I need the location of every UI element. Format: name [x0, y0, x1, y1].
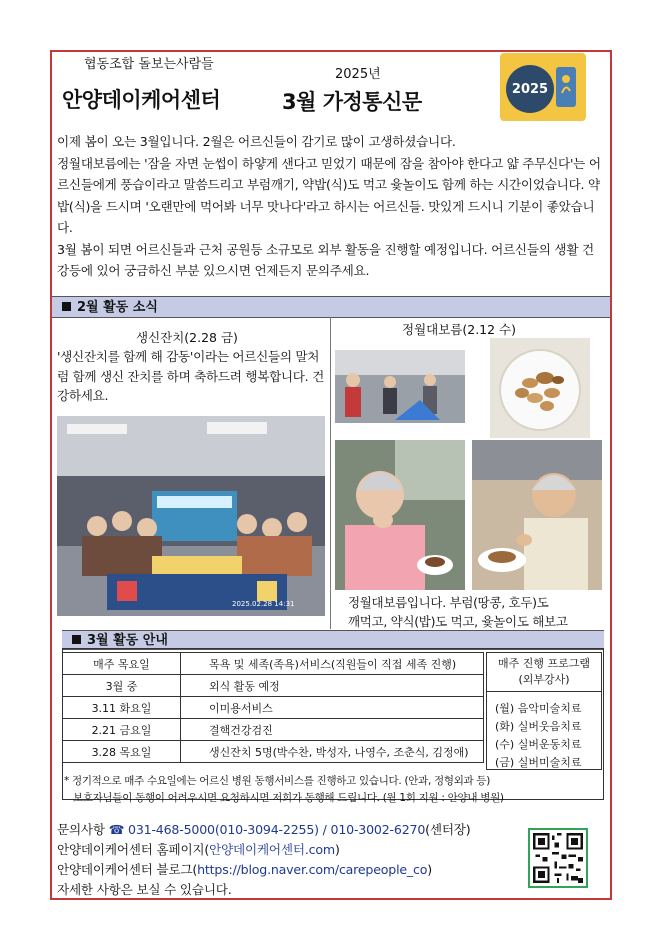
birthday-text: '생신잔치를 함께 해 감동'이라는 어르신들의 말처럼 함께 생신 잔치를 하며 축하드려 행복합니다. 건강하세요. — [57, 349, 324, 403]
blog-suffix: ) — [427, 862, 432, 877]
phone-icon: ☎ — [108, 822, 125, 837]
birthday-party-photo — [57, 416, 325, 616]
note-line-2: 보호자님들이 동행이 어려우시면 요청하시면 저희가 동행해 드립니다. (월 1회 지원 : 안양내 병원) — [73, 792, 504, 804]
closing-text: 자세한 사항은 보실 수 있습니다. — [57, 882, 232, 897]
schedule-date: 매주 목요일 — [63, 653, 181, 675]
march-section-header — [62, 630, 604, 650]
weekly-programs-title-line-2: (외부강사) — [518, 673, 570, 686]
square-bullet-icon — [62, 302, 71, 311]
schedule-date: 3.11 화요일 — [63, 697, 181, 719]
phone-line — [57, 820, 527, 840]
schedule-activity: 외식 활동 예정 — [181, 675, 484, 697]
list-item: (화) 실버웃음치료 — [495, 720, 582, 733]
schedule-date: 3월 중 — [63, 675, 181, 697]
schedule-activity: 이미용서비스 — [181, 697, 484, 719]
table-row — [63, 697, 484, 719]
schedule-activity: 목욕 및 세족(족욕)서비스(직원들이 직접 세족 진행) — [181, 653, 484, 675]
hospital-escort-note — [64, 773, 604, 807]
senior-man-photo — [472, 440, 602, 590]
table-row — [63, 719, 484, 741]
table-row — [63, 741, 484, 763]
qr-code-icon[interactable] — [528, 828, 588, 888]
schedule-activity: 결핵건강검진 — [181, 719, 484, 741]
weekly-programs-list — [487, 692, 601, 772]
phone-numbers[interactable]: 031-468-5000(010-3094-2255) / 010-3002-6270 — [128, 822, 426, 837]
full-moon-caption: 정월대보름(2.12 수) — [402, 322, 517, 337]
list-item: (금) 실버미술치료 — [495, 756, 582, 769]
note-line-1: * 정기적으로 매주 수요일에는 어르신 병원 동행서비스를 진행하고 있습니다. (안과, 정형외과 등) — [64, 775, 491, 787]
homepage-link[interactable]: 안양데이케어센터.com — [209, 842, 335, 857]
inquiry-label: 문의사항 — [57, 822, 105, 837]
list-item: (수) 실버운동치료 — [495, 738, 582, 751]
schedule-date: 3.28 목요일 — [63, 741, 181, 763]
table-row — [63, 653, 484, 675]
birthday-caption: 생신잔치(2.28 금) — [136, 330, 238, 345]
full-moon-activity-photo — [335, 350, 465, 423]
column-divider — [330, 317, 331, 629]
weekly-programs-box — [486, 652, 602, 770]
intro-text — [57, 131, 605, 282]
intro-paragraph-1: 이제 봄이 오는 3월입니다. 2월은 어르신들이 감기로 많이 고생하셨습니다. — [57, 134, 456, 149]
newsletter-title: 3월 가정통신문 — [282, 90, 422, 114]
list-item: (월) 음악미술치료 — [495, 702, 582, 715]
intro-paragraph-2: 정월대보름에는 '잠을 자면 눈썹이 하얗게 샌다고 믿었기 때문에 잠을 참아야 한다고 얇 주무신다'는 어르신들에게 풍습이라고 말씀드리고 부럼깨기, 약밥(식)도 먹고 윷놀이도 함께 하는 시간이었습니다. 약밥(식)을 드시며 '오랜만에 먹어봐 너무 맛나다'라고 하시는 어르신들. 맛있게 드시니 기분이 좋았습니다. — [57, 155, 601, 235]
march-section-title: 3월 활동 안내 — [87, 633, 168, 648]
phone-suffix: (센터장) — [425, 822, 471, 837]
weekly-programs-title-line-1: 매주 진행 프로그램 — [497, 657, 590, 670]
table-row — [63, 675, 484, 697]
feb-section-title: 2월 활동 소식 — [77, 300, 158, 315]
homepage-line — [57, 840, 527, 860]
weekly-programs-title — [487, 653, 601, 692]
nuts-bowl-photo — [490, 338, 590, 438]
homepage-prefix: 안양데이케어센터 홈페이지( — [57, 842, 210, 857]
photo-timestamp: 2025.02.28 14:31 — [232, 600, 295, 608]
contact-footer — [57, 820, 527, 900]
newsletter-year: 2025년 — [335, 67, 381, 82]
senior-woman-photo — [335, 440, 465, 590]
full-moon-text — [348, 593, 613, 631]
schedule-date: 2.21 금요일 — [63, 719, 181, 741]
intro-paragraph-3: 3월 봄이 되면 어르신들과 근처 공원등 소규모로 외부 활동을 진행할 예정입니다. 어르신들의 생활 건강등에 있어 궁금하신 부분 있으시면 언제든지 문의주세요. — [57, 241, 594, 278]
blog-prefix: 안양데이케어센터 블로그( — [57, 862, 198, 877]
blog-line — [57, 860, 527, 880]
march-schedule-table — [62, 652, 484, 763]
center-name: 안양데이케어센터 — [62, 88, 221, 112]
blog-link[interactable]: https://blog.naver.com/carepeople_co — [197, 862, 428, 877]
full-moon-text-line-2: 깨먹고, 약식(밥)도 먹고, 윷놀이도 해보고 — [348, 614, 568, 629]
org-name: 협동조합 돌보는사람들 — [84, 57, 214, 72]
feb-section-header — [52, 296, 610, 318]
logo-2025-image — [500, 53, 586, 121]
schedule-activity: 생신잔치 5명(박수찬, 박성자, 나영수, 조춘식, 김정애) — [181, 741, 484, 763]
homepage-suffix: ) — [334, 842, 340, 857]
square-bullet-icon — [72, 635, 81, 644]
full-moon-text-line-1: 정월대보름입니다. 부럼(땅콩, 호두)도 — [348, 595, 549, 610]
logo-year-text: 2025 — [511, 82, 549, 97]
